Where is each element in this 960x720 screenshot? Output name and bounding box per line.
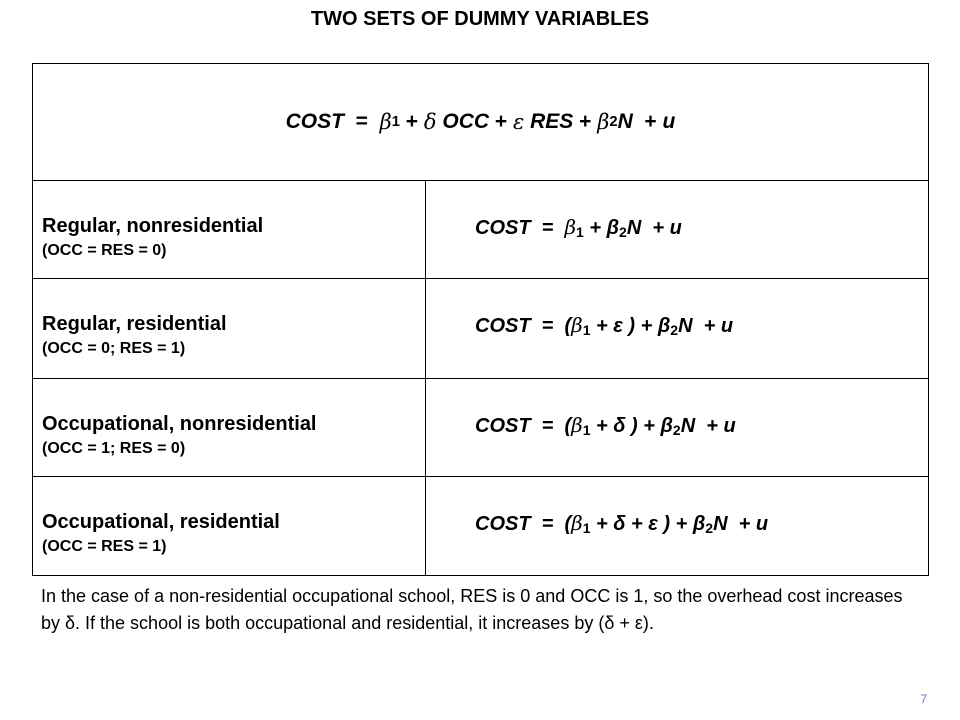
table-row [33,477,928,575]
eq-res: RES [530,110,574,133]
eq-beta2: + β [583,217,620,239]
eq-beta2: + β [637,415,673,437]
eq-equals: = [355,110,368,133]
eq-beta2-sub: 2 [670,321,679,338]
eq-tail: N + u [680,415,736,437]
eq-beta2-sub: 2 [705,519,714,536]
eq-lhs: COST [285,110,344,133]
general-equation: COST = β 1 + δ OCC + ε RES + β 2 N + u [33,64,928,181]
eq-occ: OCC [442,110,490,133]
eq-tail: N + u [626,217,682,239]
eq-beta1-sub: 1 [576,223,584,240]
eq-beta2: + β [670,513,706,535]
eq-beta2-sub: 2 [619,223,627,240]
eq-beta1-sub: 1 [582,519,591,536]
eq-plus1: + [405,110,419,133]
row-equation [475,511,768,536]
eq-tail: N + u [678,315,734,337]
eq-beta1: β [571,413,583,437]
eq-delta: δ [423,110,437,134]
eq-beta1: β [571,511,583,535]
explanation-note: In the case of a non-residential occupational school, RES is 0 and OCC is 1, so the overhead cost increases by δ. If the school is both occupational and residential, it increases by (δ + ε). [41,586,903,633]
eq-beta2: β [597,110,610,134]
eq-epsilon: ε [512,110,525,134]
eq-prefix: COST = [475,217,565,239]
row-equation [475,413,736,438]
table-row [33,379,928,477]
eq-beta2-sub: 2 [672,421,681,438]
row-label: Regular, nonresidential [42,215,264,237]
eq-prefix: COST = ( [475,513,572,535]
eq-prefix: COST = ( [475,315,572,337]
slide-title: TWO SETS OF DUMMY VARIABLES [310,8,650,30]
row-condition: (OCC = RES = 1) [42,538,167,555]
eq-intercept-rest: + δ + ε ) [590,513,671,535]
eq-plus3: + [579,110,592,133]
eq-plus2: + [494,110,508,133]
row-condition: (OCC = RES = 0) [42,242,167,259]
eq-intercept-rest: + ε ) [590,315,636,337]
row-equation [475,215,682,240]
eq-prefix: COST = ( [475,415,572,437]
eq-n: N [617,110,633,133]
eq-beta1: β [379,110,392,134]
row-condition: (OCC = 1; RES = 0) [42,440,186,457]
eq-beta1-sub: 1 [582,421,591,438]
dummy-variables-table [32,63,929,576]
row-label: Regular, residential [42,313,227,335]
eq-intercept-rest: + δ ) [590,415,638,437]
eq-u: u [662,110,676,133]
eq-beta2: + β [635,315,671,337]
eq-beta1: β [564,215,577,239]
eq-beta1: β [571,313,583,337]
row-label: Occupational, residential [42,511,280,533]
eq-beta1-sub: 1 [582,321,591,338]
table-row [33,279,928,379]
eq-plus4: + [644,110,657,133]
row-equation [475,313,733,338]
page-number: 7 [920,692,927,706]
table-row [33,181,928,279]
row-condition: (OCC = 0; RES = 1) [42,340,186,357]
eq-tail: N + u [713,513,769,535]
row-label: Occupational, nonresidential [42,413,317,435]
